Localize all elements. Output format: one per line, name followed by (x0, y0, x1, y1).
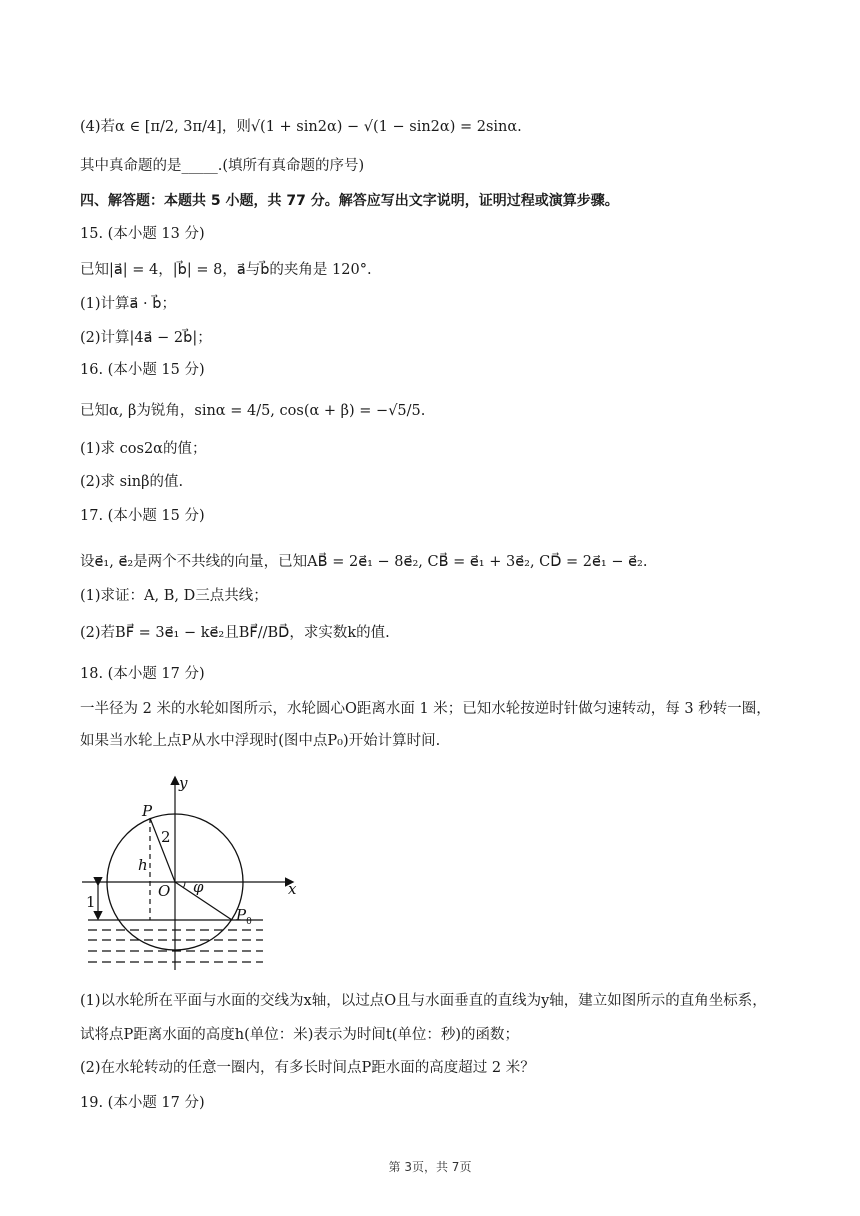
q18-part1-line2: 试将点P距离水面的高度h(单位：米)表示为时间t(单位：秒)的函数； (80, 1027, 520, 1043)
problem-14-answer-prompt: 其中真命题的是_____.(填所有真命题的序号) (80, 158, 365, 174)
q17-stem: 设e⃗₁, e⃗₂是两个不共线的向量，已知AB⃗ = 2e⃗₁ − 8e⃗₂, CB⃗ = e⃗₁ + 3e⃗₂, CD⃗ = 2e⃗₁ − e⃗₂. (80, 554, 648, 570)
section-heading: 四、解答题：本题共 5 小题，共 77 分。解答应写出文字说明，证明过程或演算步骤。 (80, 193, 619, 209)
label-P0: $P_0$ (236, 906, 252, 927)
q15-part1: (1)计算a⃗ · b⃗； (80, 296, 176, 312)
q17-part1: (1)求证：A, B, D三点共线； (80, 588, 268, 604)
label-O: O (158, 882, 171, 900)
q16-part1: (1)求 cos2α的值； (80, 441, 207, 457)
q18-part1-line1: (1)以水轮所在平面与水面的交线为x轴，以过点O且与水面垂直的直线为y轴，建立如图所示的直角坐标系， (80, 993, 767, 1009)
water-wheel-figure (78, 772, 308, 977)
label-x: x (288, 880, 297, 898)
label-phi: φ (193, 878, 204, 896)
q19-heading: 19. (本小题 17 分) (80, 1095, 205, 1111)
q16-part2: (2)求 sinβ的值. (80, 474, 184, 490)
q15-stem: 已知|a⃗| = 4，|b⃗| = 8，a⃗与b⃗的夹角是 120°. (80, 262, 372, 278)
angle-phi-arc (183, 882, 185, 888)
q16-stem: 已知α, β为锐角，sinα = 4/5, cos(α + β) = −√5/5. (80, 403, 426, 419)
q15-part2: (2)计算|4a⃗ − 2b⃗|； (80, 330, 212, 346)
q18-heading: 18. (本小题 17 分) (80, 666, 205, 682)
q16-heading: 16. (本小题 15 分) (80, 362, 205, 378)
q18-stem-line2: 如果当水轮上点P从水中浮现时(图中点P₀)开始计算时间. (80, 733, 441, 749)
label-y: y (179, 774, 188, 792)
q17-heading: 17. (本小题 15 分) (80, 508, 205, 524)
label-h: h (138, 856, 148, 874)
page-footer: 第 3页，共 7页 (388, 1160, 472, 1174)
problem-14-item-4: (4)若α ∈ [π/2, 3π/4]，则√(1 + sin2α) − √(1 − sin2α) = 2sinα. (80, 119, 522, 135)
q15-heading: 15. (本小题 13 分) (80, 226, 205, 242)
label-2: 2 (161, 828, 171, 846)
q17-part2: (2)若BF⃗ = 3e⃗₁ − ke⃗₂且BF⃗//BD⃗，求实数k的值. (80, 625, 390, 641)
q18-part2: (2)在水轮转动的任意一圈内，有多长时间点P距水面的高度超过 2 米？ (80, 1060, 535, 1076)
q18-stem-line1: 一半径为 2 米的水轮如图所示，水轮圆心O距离水面 1 米；已知水轮按逆时针做匀速转动，每 3 秒转一圈， (80, 701, 771, 717)
label-1: 1 (86, 893, 96, 911)
label-P: P (142, 802, 153, 820)
